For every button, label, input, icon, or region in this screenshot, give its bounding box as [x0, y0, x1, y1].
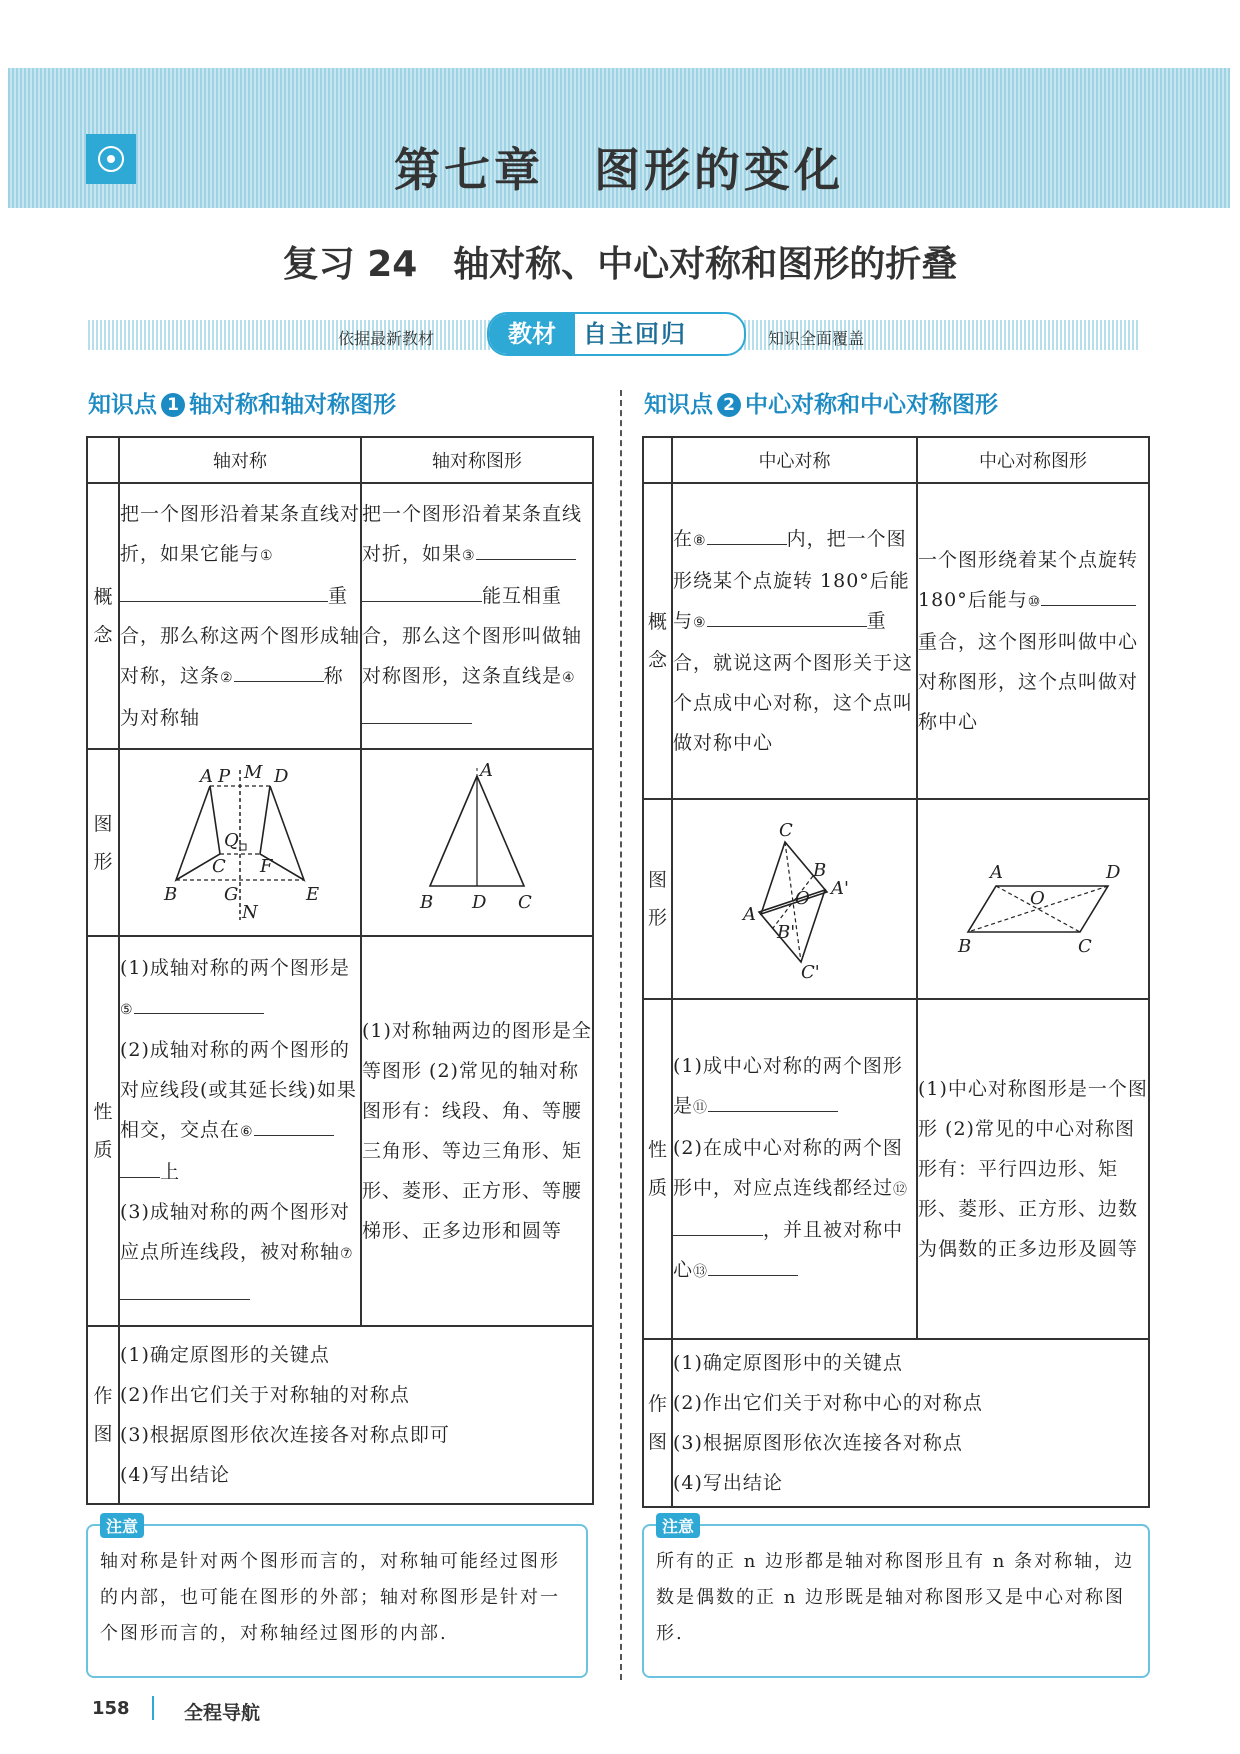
label-O: O [795, 887, 810, 909]
kp1-p1-text-d: (3)成轴对称的两个图形对应点所连线段，被对称轴 [120, 1201, 350, 1263]
blank-10: ⑩ [1027, 594, 1042, 610]
note-right [642, 1517, 1150, 1678]
blank-1: ① [260, 548, 274, 564]
kp2-c1-text-a: 在 [673, 528, 694, 550]
note-left-text: 轴对称是针对两个图形而言的，对称轴可能经过图形的内部，也可能在图形的外部；轴对称图形是针对一个图形而言的，对称轴经过图形的内部. [100, 1551, 560, 1644]
kp1-property-axial-figure: (1)对称轴两边的图形是全等图形 (2)常见的轴对称图形有：线段、角、等腰三角形、等边三角形、矩形、菱形、正方形、等腰梯形、正多边形和圆等 [361, 936, 593, 1326]
blank-9: ⑨ [693, 615, 707, 631]
label-C: C [518, 892, 532, 913]
blank-4: ④ [562, 670, 576, 686]
label-M: M [244, 762, 263, 783]
review-title: 复习 24 轴对称、中心对称和图形的折叠 [282, 244, 958, 285]
kp1-c2-text-b: 能互相重合，那么这个图形叫做轴对称图形，这条直线是 [362, 585, 583, 687]
kp2-p1-text-b: (2)在成中心对称的两个图形中，对应点连线都经过 [673, 1137, 903, 1199]
kp1-c1-text-a: 把一个图形沿着某条直线对折，如果它能与 [120, 503, 361, 565]
label-O: O [1030, 887, 1045, 909]
kp2-corner [643, 437, 672, 483]
page-number: 158 [92, 1698, 130, 1719]
strip-right-text: 知识全面覆盖 [768, 329, 865, 348]
label-D: D [1106, 861, 1121, 883]
label-A: A [480, 760, 493, 781]
blank-11: ⑪ [693, 1100, 709, 1116]
blank-3: ③ [462, 548, 476, 564]
kp2-property-central-figure: (1)中心对称图形是一个图形 (2)常见的中心对称图形有：平行四边形、矩形、菱形、正方形、边数为偶数的正多边形及圆等 [917, 999, 1149, 1339]
label-A: A [743, 903, 756, 925]
label-B-prime: B' [777, 921, 796, 943]
kp2-title: 中心对称和中心对称图形 [745, 392, 998, 418]
kp1-corner [87, 437, 119, 483]
kp2-figure-central [672, 799, 917, 999]
blank-7: ⑦ [340, 1246, 354, 1262]
label-B: B [958, 935, 972, 957]
parallelogram-figure [918, 802, 1148, 992]
note-right-text: 所有的正 n 边形都是轴对称图形且有 n 条对称轴，边数是偶数的正 n 边形既是轴对称图形又是中心对称图形. [656, 1551, 1135, 1644]
kp2-row-concept: 概念 [643, 483, 672, 799]
blank-13: ⑬ [693, 1264, 709, 1280]
badge-self-review: 自主回归 [583, 320, 687, 348]
label-C: C [779, 819, 793, 841]
label-A: A [990, 861, 1003, 883]
label-Q: Q [224, 830, 239, 851]
isosceles-triangle-figure [362, 750, 592, 930]
label-D: D [274, 766, 289, 787]
kp1-concept-axial [119, 483, 361, 749]
strip-left-text: 依据最新教材 [338, 329, 435, 348]
kp2-c2-text-a: 一个图形绕着某个点旋转 180°后能与 [918, 549, 1139, 611]
kp2-heading [644, 386, 998, 419]
kp1-property-axial [119, 936, 361, 1326]
blank-8: ⑧ [693, 533, 707, 549]
kp2-c1-text-b: 内，把一个图形绕某个点旋转 180°后能与 [673, 528, 910, 632]
label-C: C [212, 856, 226, 877]
kp2-c2-text-b: 重合，这个图形叫做中心对称图形，这个点叫做对称中心 [918, 631, 1139, 733]
kp1-p1-text-c: 上 [160, 1161, 181, 1183]
kp1-title: 轴对称和轴对称图形 [189, 392, 396, 418]
note-right-tag: 注意 [656, 1513, 700, 1538]
kp2-number: 2 [717, 393, 741, 417]
central-symmetry-figure [673, 802, 916, 992]
blank-2: ② [220, 670, 234, 686]
label-C-prime: C' [801, 961, 820, 983]
kp2-draw-steps [672, 1339, 1149, 1507]
chapter-title: 第七章 图形的变化 [394, 143, 844, 197]
label-B: B [420, 892, 434, 913]
kp1-p1-text-b: (2)成轴对称的两个图形的对应线段(或其延长线)如果相交，交点在 [120, 1039, 357, 1141]
kp2-p1-text-c: ，并且被对称中心 [673, 1219, 904, 1281]
label-A-prime: A' [831, 877, 849, 899]
kp1-row-property: 性质 [87, 936, 119, 1326]
kp1-table [86, 436, 594, 1505]
blank-5: ⑤ [120, 1002, 134, 1018]
label-N: N [242, 902, 258, 923]
kp1-c2-text-a: 把一个图形沿着某条直线对折，如果 [362, 503, 583, 565]
kp1-heading [88, 386, 396, 419]
column-divider [620, 390, 622, 1680]
kp1-figure-axial [119, 749, 361, 936]
kp1-p1-text-a: (1)成轴对称的两个图形是 [120, 957, 350, 979]
label-F: F [260, 856, 273, 877]
kp1-draw-steps [119, 1326, 593, 1504]
label-G: G [224, 884, 239, 905]
kp2-prefix: 知识点 [644, 392, 713, 418]
label-D: D [472, 892, 487, 913]
kp1-col2-header: 轴对称图形 [361, 437, 593, 483]
kp2-col1-header: 中心对称 [672, 437, 917, 483]
axial-symmetry-figure [120, 750, 360, 930]
footer-title: 全程导航 [184, 1702, 261, 1724]
kp1-draw-step-3: (3)根据原图形依次连接各对称点即可 [120, 1424, 450, 1446]
kp1-draw-step-4: (4)写出结论 [120, 1464, 230, 1486]
kp2-draw-step-3: (3)根据原图形依次连接各对称点 [673, 1432, 963, 1454]
kp1-draw-step-1: (1)确定原图形的关键点 [120, 1344, 330, 1366]
chapter-banner [8, 68, 1230, 208]
kp1-row-concept: 概念 [87, 483, 119, 749]
kp2-p1-text-a: (1)成中心对称的两个图形是 [673, 1055, 903, 1117]
kp1-c1-text-c: 称为对称轴 [120, 665, 344, 729]
kp2-table [642, 436, 1150, 1508]
blank-12: ⑫ [893, 1182, 909, 1198]
note-left-tag: 注意 [100, 1513, 144, 1538]
kp1-prefix: 知识点 [88, 392, 157, 418]
kp2-row-property: 性质 [643, 999, 672, 1339]
kp2-draw-step-4: (4)写出结论 [673, 1472, 783, 1494]
label-E: E [306, 884, 320, 905]
kp2-draw-step-2: (2)作出它们关于对称中心的对称点 [673, 1392, 983, 1414]
kp2-draw-step-1: (1)确定原图形中的关键点 [673, 1352, 903, 1374]
note-left [86, 1517, 588, 1678]
kp2-row-draw: 作图 [643, 1339, 672, 1507]
label-B: B [813, 859, 827, 881]
kp2-figure-central-figure [917, 799, 1149, 999]
kp2-col2-header: 中心对称图形 [917, 437, 1149, 483]
kp1-row-draw: 作图 [87, 1326, 119, 1504]
kp1-concept-axial-figure [361, 483, 593, 749]
footer-divider [152, 1696, 154, 1720]
kp2-c1-text-c: 重合，就说这两个图形关于这个点成中心对称，这个点叫做对称中心 [673, 610, 914, 754]
label-B: B [164, 884, 178, 905]
kp1-figure-axial-figure [361, 749, 593, 936]
kp1-row-figure: 图形 [87, 749, 119, 936]
label-A: A [200, 766, 213, 787]
kp1-c1-text-b: 重合，那么称这两个图形成轴对称，这条 [120, 585, 361, 687]
label-P: P [218, 766, 231, 787]
blank-6: ⑥ [240, 1124, 254, 1140]
label-C: C [1078, 935, 1092, 957]
kp2-row-figure: 图形 [643, 799, 672, 999]
kp1-number: 1 [161, 393, 185, 417]
badge-textbook: 教材 [489, 314, 575, 354]
kp2-property-central [672, 999, 917, 1339]
kp2-concept-central [672, 483, 917, 799]
kp1-col1-header: 轴对称 [119, 437, 361, 483]
kp2-concept-central-figure [917, 483, 1149, 799]
kp1-draw-step-2: (2)作出它们关于对称轴的对称点 [120, 1384, 410, 1406]
section-badge [487, 312, 746, 356]
